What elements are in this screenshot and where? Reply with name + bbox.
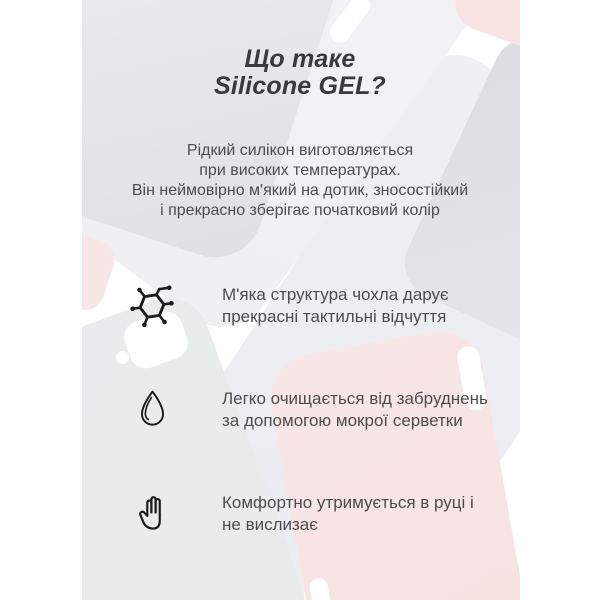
feature-1-line-2: прекрасні тактильні відчуття	[222, 307, 447, 326]
feature-1-line-1: М'яка структура чохла дарує	[222, 285, 449, 304]
feature-text	[222, 486, 474, 536]
feature-2-line-2: за допомогою мокрої серветки	[222, 411, 463, 430]
feature-soft-structure	[120, 277, 520, 333]
molecule-icon	[120, 277, 184, 333]
feature-2-line-1: Легко очищається від забруднень	[222, 389, 488, 408]
hand-icon	[120, 486, 184, 534]
intro-paragraph	[0, 141, 600, 221]
page-title	[0, 46, 600, 100]
feature-easy-clean	[120, 383, 520, 432]
feature-3-line-1: Комфортно утримується в руці і	[222, 493, 474, 512]
feature-text	[222, 383, 488, 432]
feature-comfort-grip	[120, 486, 520, 536]
intro-line-2: при високих температурах.	[199, 162, 401, 179]
intro-line-1: Рідкий силікон виготовляється	[186, 142, 414, 159]
feature-3-line-2: не вислизає	[222, 515, 318, 534]
feature-text	[222, 277, 449, 328]
title-line-2: Silicone GEL?	[213, 72, 387, 100]
water-drop-icon	[120, 383, 184, 432]
title-line-1: Що таке	[244, 45, 356, 73]
intro-line-3: Він неймовірно м'який на дотик, зносостійкий	[131, 182, 469, 199]
intro-line-4: і прекрасно зберігає початковий колір	[160, 202, 440, 219]
